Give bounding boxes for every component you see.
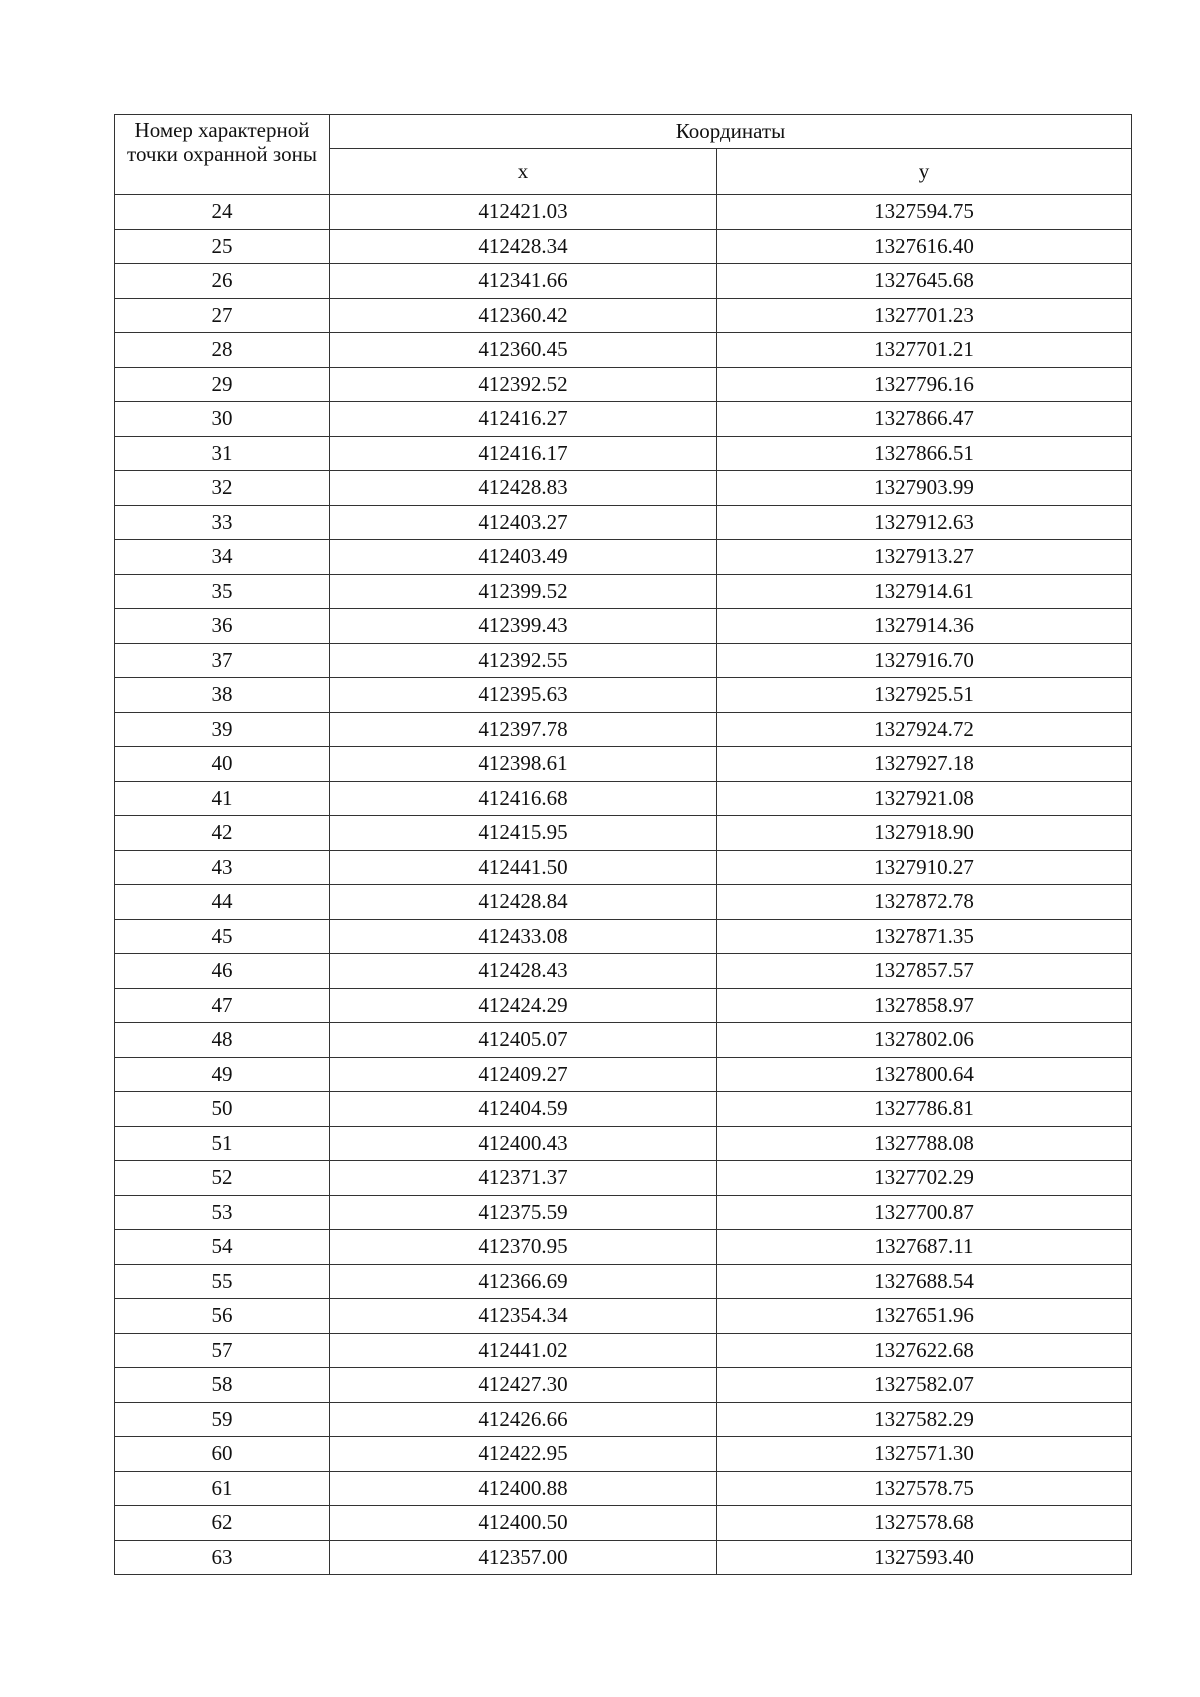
table-row xyxy=(115,264,1132,299)
x-coordinate-cell: 412400.88 xyxy=(330,1471,717,1506)
table-row xyxy=(115,1333,1132,1368)
x-coordinate-cell: 412409.27 xyxy=(330,1057,717,1092)
point-number-cell: 26 xyxy=(115,264,330,299)
point-number-cell: 49 xyxy=(115,1057,330,1092)
table-row xyxy=(115,1092,1132,1127)
x-coordinate-cell: 412392.55 xyxy=(330,643,717,678)
x-coordinate-cell: 412357.00 xyxy=(330,1540,717,1575)
point-number-cell: 44 xyxy=(115,885,330,920)
point-number-cell: 58 xyxy=(115,1368,330,1403)
y-coordinate-cell: 1327687.11 xyxy=(717,1230,1132,1265)
y-coordinate-cell: 1327925.51 xyxy=(717,678,1132,713)
table-row xyxy=(115,471,1132,506)
point-number-cell: 34 xyxy=(115,540,330,575)
x-coordinate-cell: 412428.34 xyxy=(330,229,717,264)
point-number-cell: 52 xyxy=(115,1161,330,1196)
point-number-header: Номер характерной точки охранной зоны xyxy=(115,115,330,195)
x-coordinate-cell: 412441.02 xyxy=(330,1333,717,1368)
x-coordinate-cell: 412395.63 xyxy=(330,678,717,713)
table-row xyxy=(115,919,1132,954)
point-number-cell: 25 xyxy=(115,229,330,264)
point-number-cell: 50 xyxy=(115,1092,330,1127)
x-column-header: x xyxy=(330,149,717,195)
table-row xyxy=(115,298,1132,333)
y-coordinate-cell: 1327914.61 xyxy=(717,574,1132,609)
point-number-cell: 29 xyxy=(115,367,330,402)
point-number-cell: 30 xyxy=(115,402,330,437)
table-row xyxy=(115,402,1132,437)
table-row xyxy=(115,1161,1132,1196)
point-number-cell: 41 xyxy=(115,781,330,816)
point-number-cell: 38 xyxy=(115,678,330,713)
x-coordinate-cell: 412427.30 xyxy=(330,1368,717,1403)
point-number-cell: 28 xyxy=(115,333,330,368)
table-row xyxy=(115,609,1132,644)
y-coordinate-cell: 1327910.27 xyxy=(717,850,1132,885)
y-coordinate-cell: 1327871.35 xyxy=(717,919,1132,954)
y-coordinate-cell: 1327912.63 xyxy=(717,505,1132,540)
x-coordinate-cell: 412341.66 xyxy=(330,264,717,299)
y-coordinate-cell: 1327616.40 xyxy=(717,229,1132,264)
point-number-cell: 43 xyxy=(115,850,330,885)
table-row xyxy=(115,954,1132,989)
x-coordinate-cell: 412375.59 xyxy=(330,1195,717,1230)
point-number-cell: 53 xyxy=(115,1195,330,1230)
y-coordinate-cell: 1327927.18 xyxy=(717,747,1132,782)
y-coordinate-cell: 1327702.29 xyxy=(717,1161,1132,1196)
table-row xyxy=(115,1264,1132,1299)
table-row xyxy=(115,850,1132,885)
x-coordinate-cell: 412422.95 xyxy=(330,1437,717,1472)
point-number-cell: 36 xyxy=(115,609,330,644)
y-coordinate-cell: 1327571.30 xyxy=(717,1437,1132,1472)
y-coordinate-cell: 1327858.97 xyxy=(717,988,1132,1023)
point-number-cell: 42 xyxy=(115,816,330,851)
table-row xyxy=(115,1402,1132,1437)
point-number-cell: 48 xyxy=(115,1023,330,1058)
point-number-cell: 62 xyxy=(115,1506,330,1541)
x-coordinate-cell: 412360.45 xyxy=(330,333,717,368)
point-number-cell: 51 xyxy=(115,1126,330,1161)
y-coordinate-cell: 1327796.16 xyxy=(717,367,1132,402)
point-number-cell: 40 xyxy=(115,747,330,782)
x-coordinate-cell: 412428.83 xyxy=(330,471,717,506)
x-coordinate-cell: 412354.34 xyxy=(330,1299,717,1334)
table-row xyxy=(115,1471,1132,1506)
x-coordinate-cell: 412398.61 xyxy=(330,747,717,782)
x-coordinate-cell: 412405.07 xyxy=(330,1023,717,1058)
x-coordinate-cell: 412415.95 xyxy=(330,816,717,851)
table-row xyxy=(115,781,1132,816)
table-row xyxy=(115,195,1132,230)
y-coordinate-cell: 1327622.68 xyxy=(717,1333,1132,1368)
x-coordinate-cell: 412428.84 xyxy=(330,885,717,920)
point-number-cell: 33 xyxy=(115,505,330,540)
x-coordinate-cell: 412371.37 xyxy=(330,1161,717,1196)
table-row xyxy=(115,574,1132,609)
x-coordinate-cell: 412433.08 xyxy=(330,919,717,954)
x-coordinate-cell: 412400.43 xyxy=(330,1126,717,1161)
y-coordinate-cell: 1327582.07 xyxy=(717,1368,1132,1403)
table-row xyxy=(115,643,1132,678)
point-number-cell: 55 xyxy=(115,1264,330,1299)
table-row xyxy=(115,333,1132,368)
point-number-cell: 60 xyxy=(115,1437,330,1472)
x-coordinate-cell: 412424.29 xyxy=(330,988,717,1023)
point-number-cell: 35 xyxy=(115,574,330,609)
table-row xyxy=(115,1368,1132,1403)
y-coordinate-cell: 1327594.75 xyxy=(717,195,1132,230)
y-coordinate-cell: 1327857.57 xyxy=(717,954,1132,989)
y-coordinate-cell: 1327903.99 xyxy=(717,471,1132,506)
point-number-cell: 39 xyxy=(115,712,330,747)
table-row xyxy=(115,367,1132,402)
point-number-cell: 45 xyxy=(115,919,330,954)
table-body xyxy=(115,195,1132,1575)
y-coordinate-cell: 1327800.64 xyxy=(717,1057,1132,1092)
table-row xyxy=(115,229,1132,264)
y-coordinate-cell: 1327701.21 xyxy=(717,333,1132,368)
y-column-header: y xyxy=(717,149,1132,195)
table-row xyxy=(115,1057,1132,1092)
point-number-cell: 47 xyxy=(115,988,330,1023)
point-number-cell: 59 xyxy=(115,1402,330,1437)
y-coordinate-cell: 1327872.78 xyxy=(717,885,1132,920)
y-coordinate-cell: 1327645.68 xyxy=(717,264,1132,299)
y-coordinate-cell: 1327786.81 xyxy=(717,1092,1132,1127)
x-coordinate-cell: 412399.52 xyxy=(330,574,717,609)
y-coordinate-cell: 1327593.40 xyxy=(717,1540,1132,1575)
point-number-cell: 31 xyxy=(115,436,330,471)
y-coordinate-cell: 1327802.06 xyxy=(717,1023,1132,1058)
table-row xyxy=(115,505,1132,540)
point-number-cell: 24 xyxy=(115,195,330,230)
point-number-cell: 54 xyxy=(115,1230,330,1265)
table-row xyxy=(115,1299,1132,1334)
table-row xyxy=(115,712,1132,747)
point-number-cell: 63 xyxy=(115,1540,330,1575)
point-number-cell: 27 xyxy=(115,298,330,333)
x-coordinate-cell: 412428.43 xyxy=(330,954,717,989)
y-coordinate-cell: 1327918.90 xyxy=(717,816,1132,851)
table-row xyxy=(115,678,1132,713)
table-row xyxy=(115,747,1132,782)
x-coordinate-cell: 412399.43 xyxy=(330,609,717,644)
y-coordinate-cell: 1327924.72 xyxy=(717,712,1132,747)
table-row xyxy=(115,885,1132,920)
x-coordinate-cell: 412392.52 xyxy=(330,367,717,402)
x-coordinate-cell: 412416.68 xyxy=(330,781,717,816)
table-row xyxy=(115,816,1132,851)
x-coordinate-cell: 412404.59 xyxy=(330,1092,717,1127)
point-number-cell: 46 xyxy=(115,954,330,989)
table-row xyxy=(115,1437,1132,1472)
point-number-cell: 56 xyxy=(115,1299,330,1334)
y-coordinate-cell: 1327913.27 xyxy=(717,540,1132,575)
y-coordinate-cell: 1327866.47 xyxy=(717,402,1132,437)
y-coordinate-cell: 1327914.36 xyxy=(717,609,1132,644)
x-coordinate-cell: 412441.50 xyxy=(330,850,717,885)
table-row xyxy=(115,1195,1132,1230)
table-row xyxy=(115,988,1132,1023)
point-number-cell: 57 xyxy=(115,1333,330,1368)
x-coordinate-cell: 412360.42 xyxy=(330,298,717,333)
y-coordinate-cell: 1327582.29 xyxy=(717,1402,1132,1437)
y-coordinate-cell: 1327578.75 xyxy=(717,1471,1132,1506)
y-coordinate-cell: 1327651.96 xyxy=(717,1299,1132,1334)
x-coordinate-cell: 412403.27 xyxy=(330,505,717,540)
table-row xyxy=(115,1540,1132,1575)
x-coordinate-cell: 412400.50 xyxy=(330,1506,717,1541)
table-row xyxy=(115,1023,1132,1058)
table-row xyxy=(115,1230,1132,1265)
table-row xyxy=(115,1126,1132,1161)
y-coordinate-cell: 1327701.23 xyxy=(717,298,1132,333)
x-coordinate-cell: 412366.69 xyxy=(330,1264,717,1299)
table-row xyxy=(115,1506,1132,1541)
point-number-cell: 32 xyxy=(115,471,330,506)
y-coordinate-cell: 1327866.51 xyxy=(717,436,1132,471)
y-coordinate-cell: 1327700.87 xyxy=(717,1195,1132,1230)
x-coordinate-cell: 412397.78 xyxy=(330,712,717,747)
y-coordinate-cell: 1327921.08 xyxy=(717,781,1132,816)
x-coordinate-cell: 412426.66 xyxy=(330,1402,717,1437)
point-number-cell: 61 xyxy=(115,1471,330,1506)
coordinates-table xyxy=(114,114,1132,1575)
table-row xyxy=(115,540,1132,575)
x-coordinate-cell: 412416.27 xyxy=(330,402,717,437)
table-row xyxy=(115,436,1132,471)
x-coordinate-cell: 412370.95 xyxy=(330,1230,717,1265)
y-coordinate-cell: 1327578.68 xyxy=(717,1506,1132,1541)
y-coordinate-cell: 1327916.70 xyxy=(717,643,1132,678)
x-coordinate-cell: 412421.03 xyxy=(330,195,717,230)
y-coordinate-cell: 1327688.54 xyxy=(717,1264,1132,1299)
x-coordinate-cell: 412403.49 xyxy=(330,540,717,575)
point-number-cell: 37 xyxy=(115,643,330,678)
y-coordinate-cell: 1327788.08 xyxy=(717,1126,1132,1161)
x-coordinate-cell: 412416.17 xyxy=(330,436,717,471)
coordinates-header: Координаты xyxy=(330,115,1132,149)
